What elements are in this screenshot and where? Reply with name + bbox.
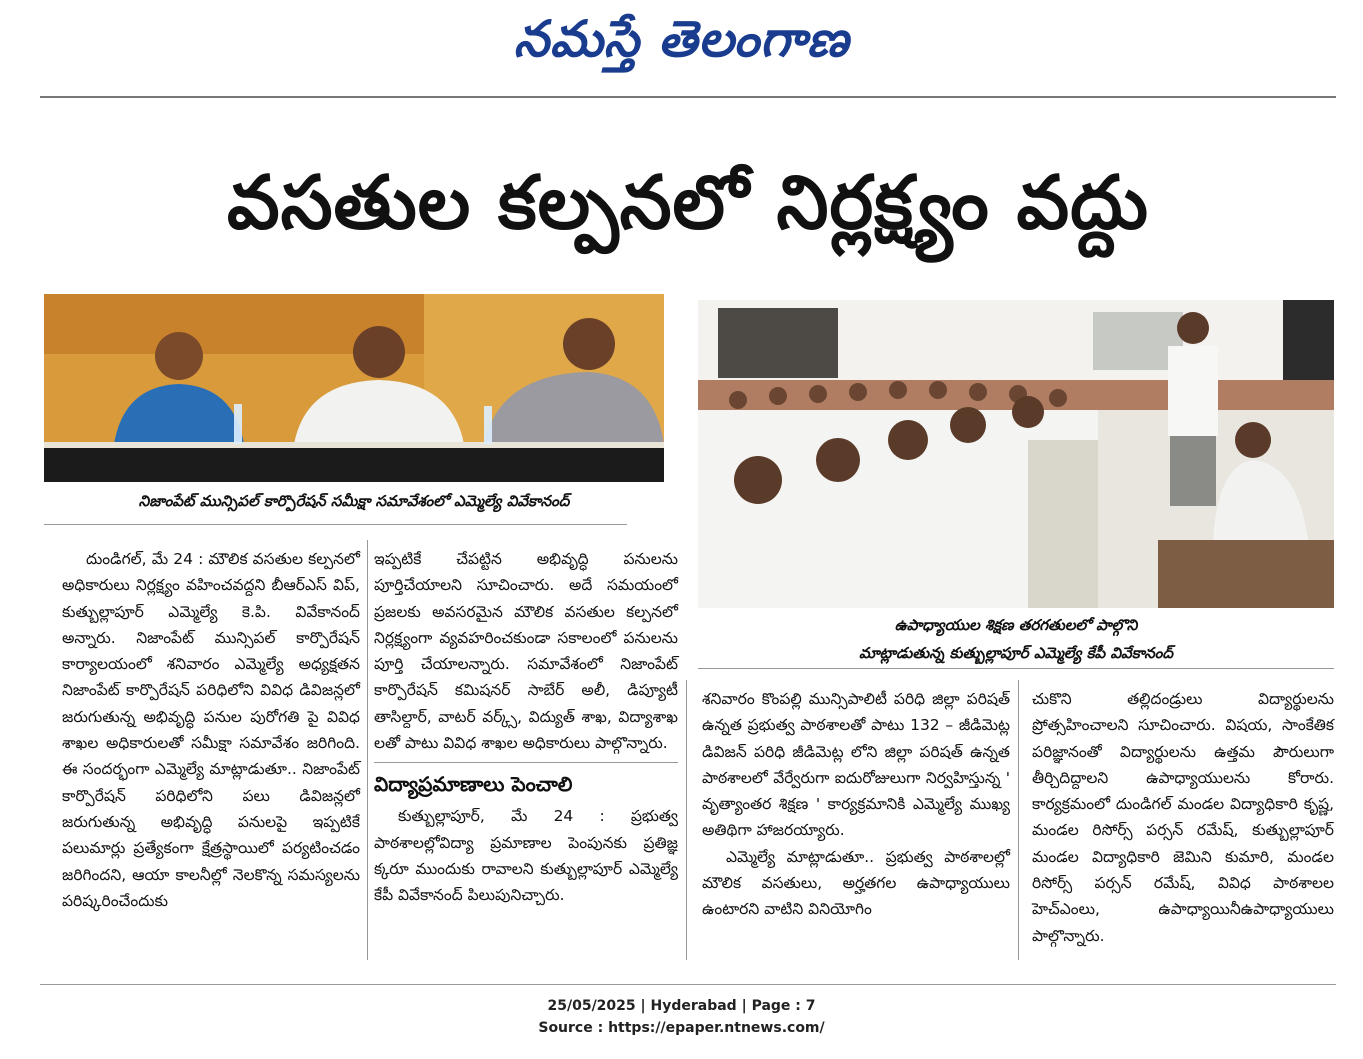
column-divider xyxy=(367,540,368,960)
caption-divider xyxy=(44,524,627,525)
masthead-divider xyxy=(40,96,1336,98)
training-photo-caption xyxy=(698,611,1334,667)
article2-intro: కుత్బుల్లాపూర్, మే 24 : ప్రభుత్వ పాఠశాలల్లోవిద్యా ప్రమాణాల పెంపునకు ప్రతిజ్ఞ క్కరూ ముందుకు రావాలని కుత్బుల్లాపూర్ ఎమ్మెల్యే కేపీ వివేకానంద్ పిలుపునిచ్చారు. xyxy=(374,807,678,905)
article1-column2 xyxy=(374,546,678,909)
article2-subhead: విద్యాప్రమాణాలు పెంచాలి xyxy=(374,772,573,797)
article2-column4 xyxy=(1032,686,1334,949)
article1-column1 xyxy=(62,546,360,914)
training-photo xyxy=(698,300,1334,608)
article2-col3-p1: శనివారం కొంపల్లి మున్సిపాలిటీ పరిధి జిల్లా పరిషత్ ఉన్నత ప్రభుత్వ పాఠశాలతో పాటు 132 – జీడిమెట్ల డివిజన్ పరిధి జీడిమెట్ల లోని జిల్లా పరిషత్ ఉన్నత పాఠశాలలో వేర్వేరుగా ఐదురోజులుగా నిర్వహిస్తున్న ' వృత్యాంతర శిక్షణ ' కార్యక్రమానికి ఎమ్మెల్యే ముఖ్య అతిథిగా హాజరయ్యారు. xyxy=(702,690,1010,840)
training-caption-line2: మాట్లాడుతున్న కుత్బుల్లాపూర్ ఎమ్మెల్యే కేపీ వివేకానంద్ xyxy=(859,644,1173,662)
meeting-photo xyxy=(44,294,664,482)
subhead-divider xyxy=(374,762,678,763)
training-caption-line1: ఉపాధ్యాయుల శిక్షణ తరగతులలో పాల్గొని xyxy=(894,616,1138,634)
column-divider xyxy=(686,680,687,960)
headline: వసతుల కల్పనలో నిర్లక్ష్యం వద్దు xyxy=(226,160,1149,246)
article2-col4-text: చుకొని తల్లిదండ్రులు విద్యార్థులను ప్రోత్సహించాలని సూచించారు. విషయ, సాంకేతిక పరిజ్ఞానంతో విద్యార్థులను ఉత్తమ పౌరులుగా తీర్చిదిద్దాలని ఉపాధ్యాయులను కోరారు. కార్యక్రమంలో దుండిగల్ మండల విద్యాధికారి కృష్ణ, మండల రిసోర్స్ పర్సన్ రమేష్, కుత్బుల్లాపూర్ మండల విద్యాధికారి జెమిని కుమారి, మండల రిసోర్స్ పర్సన్ రమేష్, వివిధ పాఠశాలల హెచ్ఎంలు, ఉపాధ్యాయినీఉపాధ్యాయులు పాల్గొన్నారు. xyxy=(1032,690,1334,945)
article2-column3 xyxy=(702,686,1010,923)
column-divider xyxy=(1018,680,1019,960)
article1-col2-text: ఇప్పటికే చేపట్టిన అభివృద్ధి పనులను పూర్తిచేయాలని సూచించారు. అదే సమయంలో ప్రజలకు అవసరమైన మౌలిక వసతుల కల్పనలో నిర్లక్ష్యంగా వ్యవహరించకుండా సకాలంలో పనులను పూర్తి చేయాలన్నారు. సమావేశంలో నిజాంపేట్ కార్పొరేషన్ కమిషనర్ సాబేర్ అలీ, డిప్యూటీ తాసిల్దార్, వాటర్ వర్క్స్, విద్యుత్ శాఖ, విద్యాశాఖ లతో పాటు వివిధ శాఖల అధికారులు పాల్గొన్నారు. xyxy=(374,550,678,753)
right-caption-divider xyxy=(698,668,1334,669)
meeting-photo-caption: నిజాంపేట్ మున్సిపల్ కార్పొరేషన్ సమీక్షా సమావేశంలో ఎమ్మెల్యే వివేకానంద్ xyxy=(138,492,570,510)
footer-source-line: Source : https://epaper.ntnews.com/ xyxy=(538,1020,825,1036)
article2-col3-p2: ఎమ్మెల్యే మాట్లాడుతూ.. ప్రభుత్వ పాఠశాలల్లో మౌలిక వసతులు, అర్హతగల ఉపాధ్యాయులు ఉంటారని వాటిని వినియోగిం xyxy=(702,847,1010,919)
masthead-title: నమస్తే తెలంగాణ xyxy=(513,10,850,68)
footer-date-line: 25/05/2025 | Hyderabad | Page : 7 xyxy=(547,998,816,1014)
article1-col1-text: దుండిగల్, మే 24 : మౌలిక వసతుల కల్పనలో అధికారులు నిర్లక్ష్యం వహించవద్దని బీఆర్ఎస్ విప్, కుత్బుల్లాపూర్ ఎమ్మెల్యే కె.పి. వివేకానంద్ అన్నారు. నిజాంపేట్ మున్సిపల్ కార్పొరేషన్ కార్యాలయంలో శనివారం ఎమ్మెల్యే అధ్యక్షతన నిజాంపేట్ కార్పొరేషన్ పరిధిలోని వివిధ డివిజన్లలో జరుగుతున్న అభివృద్ధి పనుల పురోగతి పై వివిధ శాఖల అధికారులతో సమీక్షా సమావేశం జరిగింది. ఈ సందర్భంగా ఎమ్మెల్యే మాట్లాడుతూ.. నిజాంపేట్ కార్పొరేషన్ పరిధిలోని పలు డివిజన్లలో జరుగుతున్న అభివృద్ధి పనులపై ఇప్పటికే పలుమార్లు ప్రత్యేకంగా క్షేత్రస్థాయిలో పర్యటించడం జరిగిందని, ఆయా కాలనీల్లో నెలకొన్న సమస్యలను పరిష్కరించేందుకు xyxy=(62,550,360,910)
footer-divider xyxy=(40,984,1336,985)
